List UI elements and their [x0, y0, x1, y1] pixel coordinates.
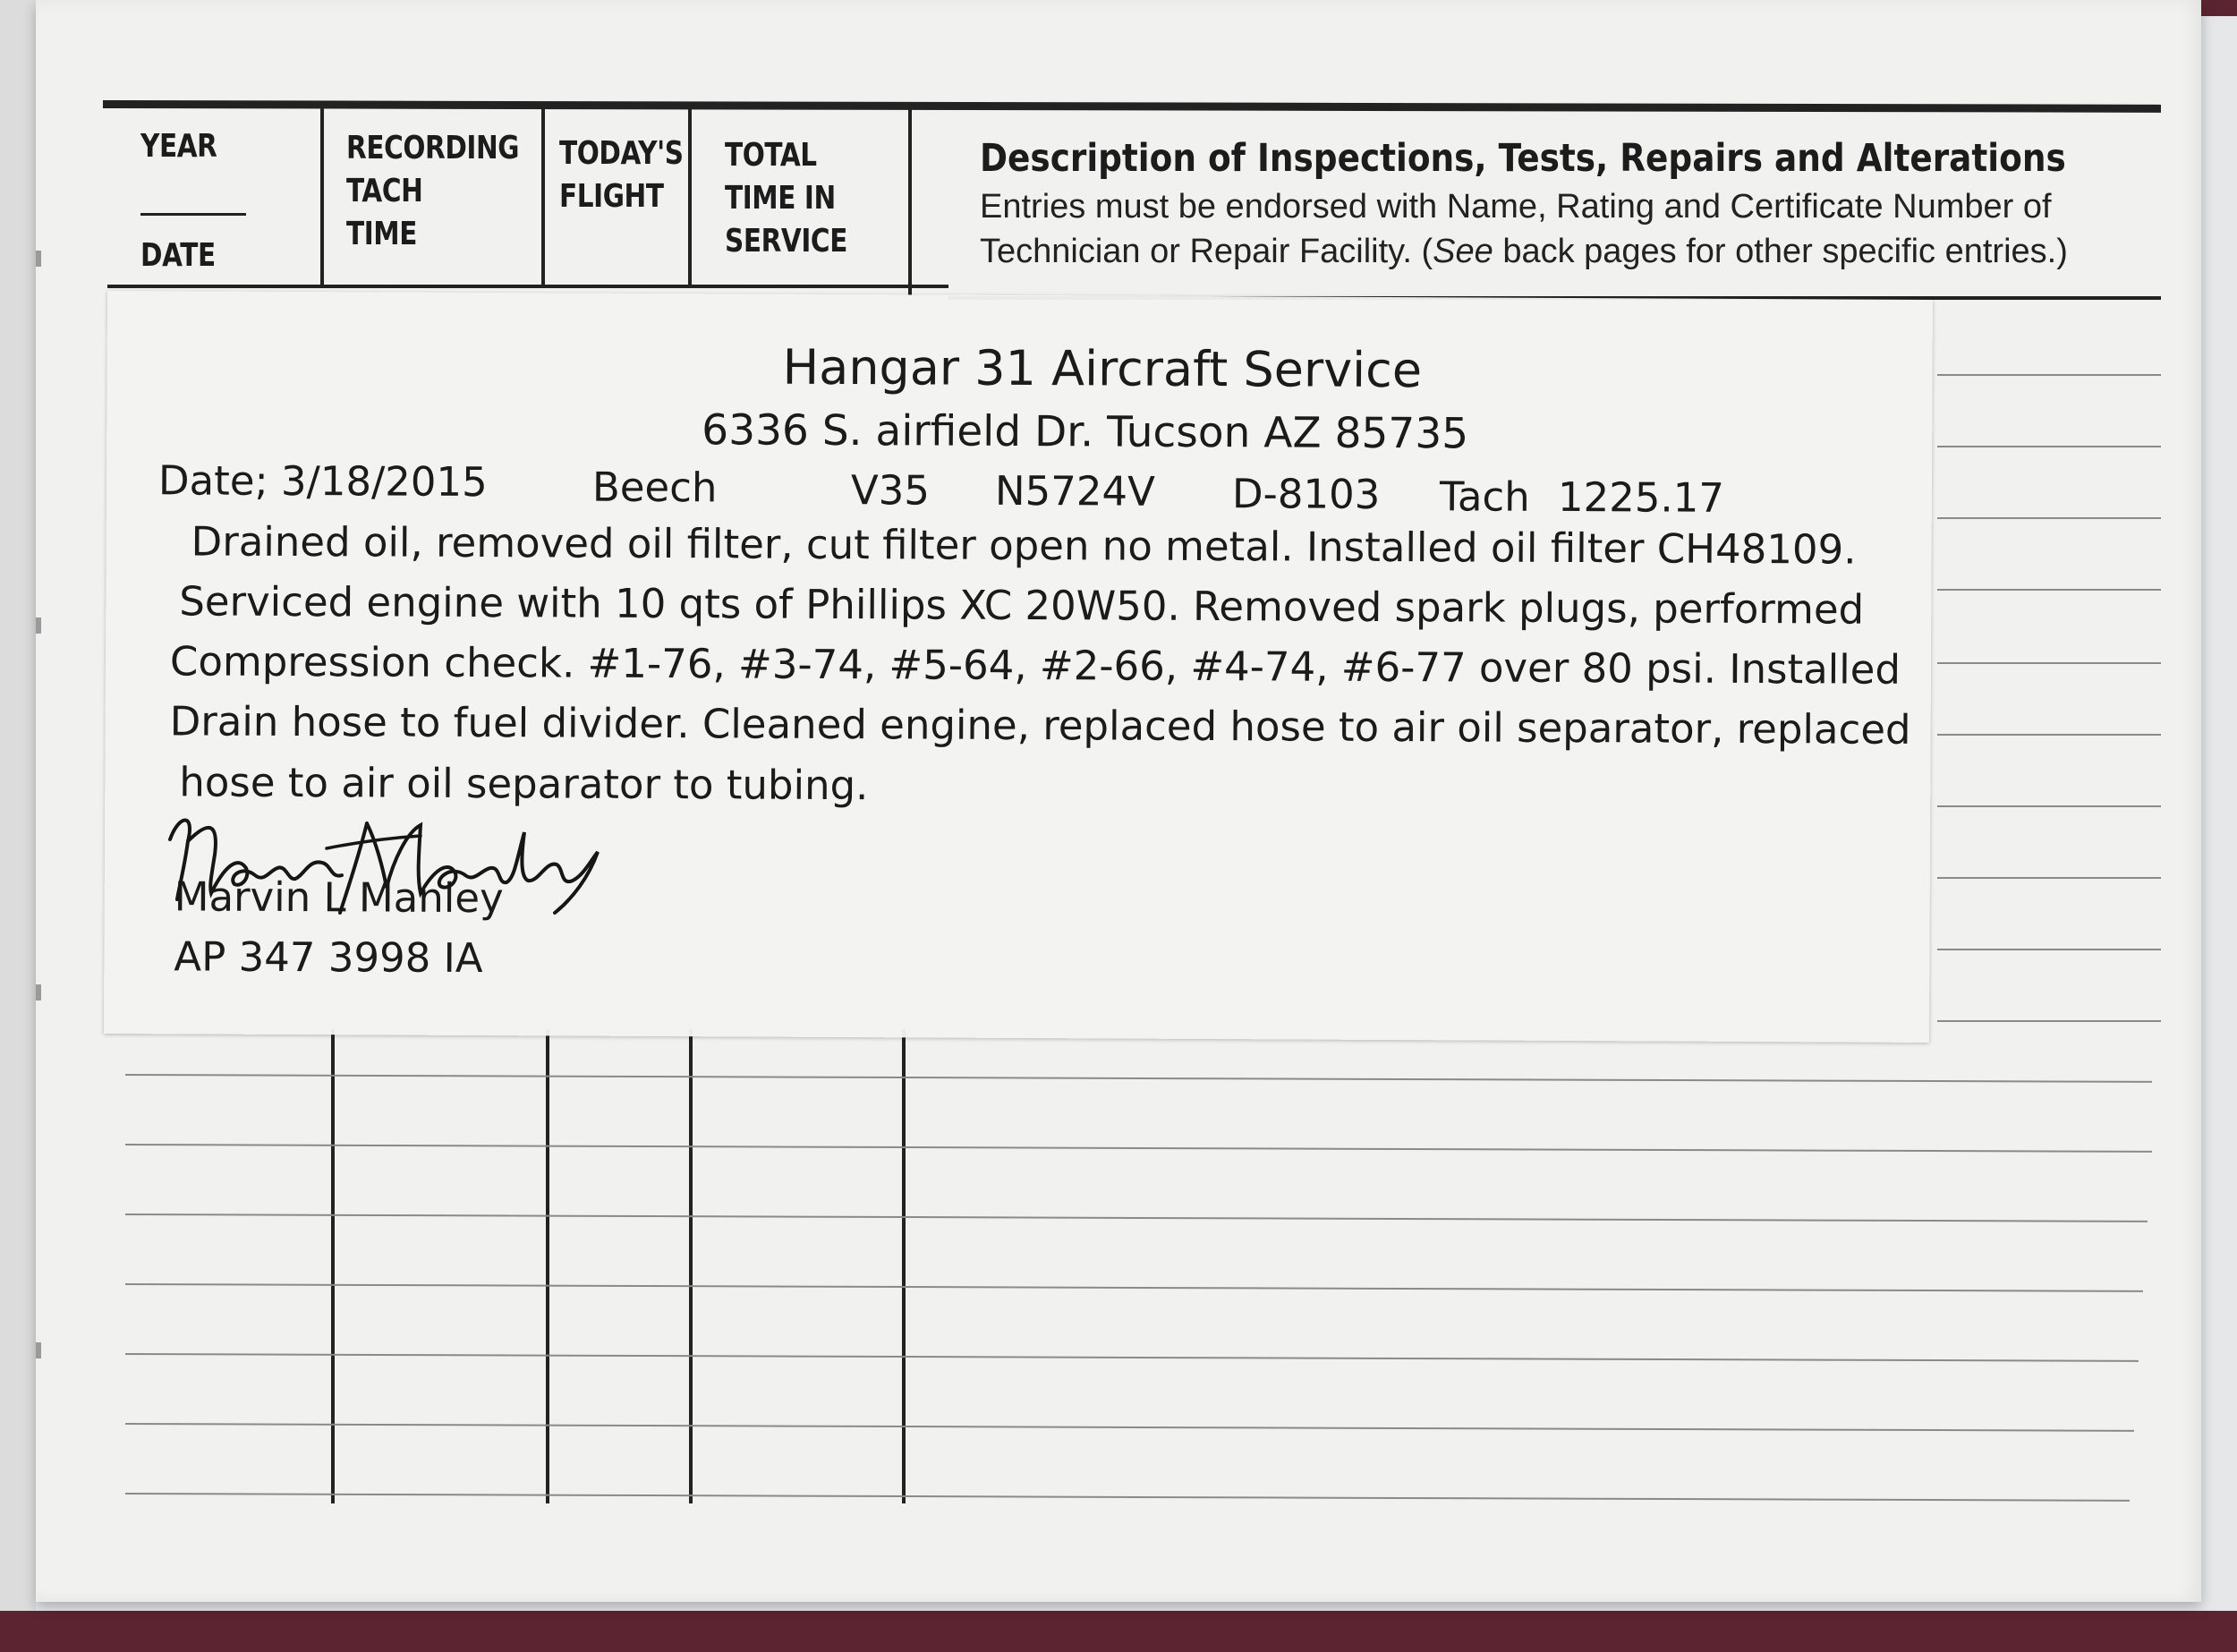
aircraft-make: Beech [591, 463, 718, 512]
year-date-separator [140, 213, 246, 216]
col-divider-3-lower [689, 1029, 693, 1503]
ruled-line [1937, 662, 2161, 664]
technician-name: Marvin L Manley [174, 873, 504, 923]
col-divider-2 [541, 106, 545, 286]
header-bottom-rule-left [107, 285, 948, 288]
ruled-line [1937, 734, 2161, 736]
aircraft-model: V35 [850, 466, 931, 515]
maintenance-entry-sticker [104, 291, 1933, 1043]
entry-date: Date; 3/18/2015 [157, 456, 488, 507]
date-label: DATE [140, 237, 216, 274]
header-recording-tach-time [346, 127, 519, 256]
header-line: SERVICE [725, 223, 847, 260]
instructions-line-1: Entries must be endorsed with Name, Rating and Certificate Number of [980, 188, 2052, 226]
header-line: TOTAL [725, 137, 817, 174]
instructions-see: See [1433, 233, 1493, 270]
technician-signature [152, 805, 617, 922]
ruled-line [1937, 446, 2161, 447]
ruled-line [1937, 1020, 2161, 1022]
ruled-line [1937, 805, 2161, 807]
ruled-line [125, 1144, 2152, 1153]
header-line: FLIGHT [559, 178, 664, 215]
header-year [140, 125, 217, 168]
col-divider-4 [908, 107, 912, 295]
aircraft-registration: N5724V [994, 466, 1156, 515]
work-description-line: Serviced engine with 10 qts of Phillips XC 20W50. Removed spark plugs, performed [179, 577, 1865, 634]
ruled-line [1937, 374, 2161, 376]
work-description-line: Drained oil, removed oil filter, cut filter open no metal. Installed oil filter CH48109. [191, 517, 1857, 574]
col-divider-2-lower [546, 1029, 549, 1503]
binding-mark [36, 617, 41, 634]
header-todays-flight [559, 132, 684, 218]
ruled-line [1937, 589, 2161, 591]
work-description-line: Drain hose to fuel divider. Cleaned engine, replaced hose to air oil separator, replaced [169, 697, 1911, 754]
ruled-line [1937, 877, 2161, 879]
col-divider-1-lower [331, 1029, 335, 1503]
certificate-number: AP 347 3998 IA [174, 932, 483, 983]
shop-name: Hangar 31 Aircraft Service [782, 338, 1423, 399]
header-line: TACH [346, 173, 423, 209]
ruled-line [125, 1074, 2152, 1083]
binding-mark [36, 1342, 41, 1358]
header-total-time-in-service [725, 134, 847, 263]
header-line: TIME IN [725, 180, 836, 217]
tach-label: Tach [1439, 473, 1530, 521]
ruled-line [1937, 949, 2161, 950]
logbook-cover-bottom [0, 1611, 2237, 1652]
description-title: Description of Inspections, Tests, Repairs and Alterations [980, 136, 2066, 181]
binding-mark [36, 984, 41, 1001]
ruled-line [125, 1213, 2148, 1222]
ruled-line [1937, 517, 2161, 519]
instructions-text: back pages for other specific entries.) [1493, 233, 2068, 270]
tach-value: 1225.17 [1557, 473, 1725, 522]
header-date [140, 234, 216, 277]
ruled-line [125, 1283, 2143, 1292]
ruled-line [125, 1493, 2130, 1502]
shop-address: 6336 S. airfield Dr. Tucson AZ 85735 [702, 405, 1469, 459]
aircraft-serial: D-8103 [1231, 470, 1381, 518]
header-top-rule [103, 100, 2161, 113]
col-divider-3 [688, 107, 692, 288]
header-line: TIME [346, 216, 418, 252]
binding-mark [36, 251, 41, 267]
instructions-line-2 [980, 229, 2068, 274]
header-line: RECORDING [346, 130, 520, 166]
work-description-line: Compression check. #1-76, #3-74, #5-64, #2-66, #4-74, #6-77 over 80 psi. Installed [169, 637, 1901, 694]
facing-page-edge [0, 0, 36, 1652]
ruled-line [125, 1423, 2134, 1432]
ruled-line [125, 1353, 2139, 1362]
description-instructions [980, 184, 2068, 274]
col-divider-4-lower [902, 1029, 906, 1503]
header-line: TODAY'S [559, 135, 684, 172]
instructions-text: Technician or Repair Facility. ( [980, 233, 1433, 270]
work-description-line: hose to air oil separator to tubing. [179, 758, 869, 810]
col-divider-1 [320, 106, 324, 286]
year-label: YEAR [140, 128, 217, 165]
